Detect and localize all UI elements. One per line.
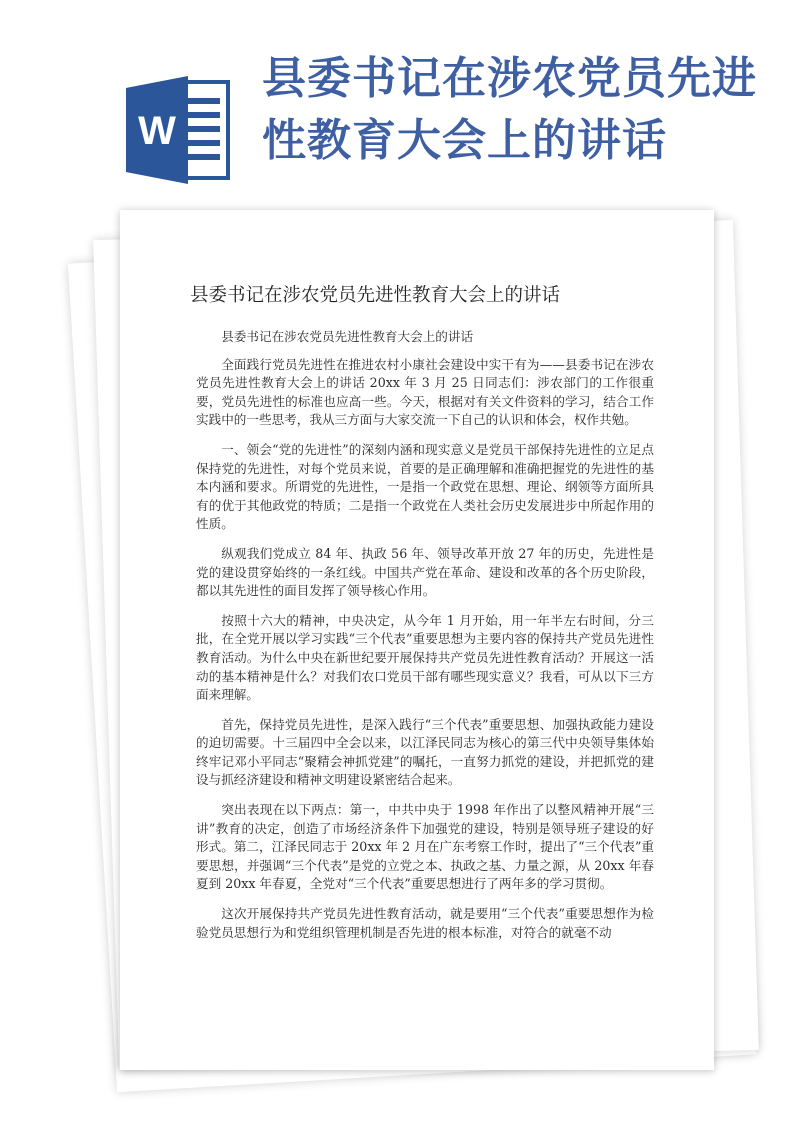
document-body	[196, 328, 654, 953]
svg-text:W: W	[138, 109, 176, 153]
document-page	[120, 210, 714, 1070]
paragraph: 纵观我们党成立 84 年、执政 56 年、领导改革开放 27 年的历史，先进性是党的建设贯穿始终的一条红线。中国共产党在革命、建设和改革的各个历史阶段，都以其先进性的面目发挥了领导核心作用。	[196, 545, 654, 599]
word-document-icon	[126, 76, 234, 184]
paragraph: 突出表现在以下两点：第一，中共中央于 1998 年作出了以整风精神开展“三讲”教育的决定，创造了市场经济条件下加强党的建设，特别是领导班子建设的好形式。第二，江泽民同志于 20xx 年 2 月在广东考察工作时，提出了“三个代表”重要思想，并强调“三个代表”是党的立党之本、执政之基、力量之源，从 20xx 年春夏到 20xx 年春夏，全党对“三个代表”重要思想进行了两年多的学习贯彻。	[196, 802, 654, 892]
paragraph: 首先，保持党员先进性，是深入践行“三个代表”重要思想、加强执政能力建设的迫切需要。十三届四中全会以来，以江泽民同志为核心的第三代中央领导集体始终牢记邓小平同志“聚精会神抓党建”的嘱托，一直努力抓党的建设，并把抓党的建设与抓经济建设和精神文明建设紧密结合起来。	[196, 716, 654, 788]
paragraph: 一、领会“党的先进性”的深刻内涵和现实意义是党员干部保持先进性的立足点保持党的先进性，对每个党员来说，首要的是正确理解和准确把握党的先进性的基本内涵和要求。所谓党的先进性，一是指一个政党在思想、理论、纲领等方面所具有的优于其他政党的特质；二是指一个政党在人类社会历史发展进步中所起作用的性质。	[196, 441, 654, 532]
document-subtitle: 县委书记在涉农党员先进性教育大会上的讲话	[221, 329, 474, 344]
banner-title: 县委书记在涉农党员先进性教育大会上的讲话	[262, 53, 757, 166]
document-title: 县委书记在涉农党员先进性教育大会上的讲话	[190, 285, 561, 306]
paragraph: 这次开展保持共产党员先进性教育活动，就是要用“三个代表”重要思想作为检验党员思想行为和党组织管理机制是否先进的根本标准，对符合的就毫不动	[196, 906, 654, 940]
paragraph: 全面践行党员先进性在推进农村小康社会建设中实干有为——县委书记在涉农党员先进性教育大会上的讲话 20xx 年 3 月 25 日同志们：涉农部门的工作很重要，党员先进性的标准也应高一些。今天，根据对有关文件资料的学习，结合工作实践中的一些思考，我从三方面与大家交流一下自己的认识和体会，权作共勉。	[196, 356, 654, 428]
paragraph: 按照十六大的精神，中央决定，从今年 1 月开始，用一年半左右时间，分三批，在全党开展以学习实践“三个代表”重要思想为主要内容的保持共产党员先进性教育活动。为什么中央在新世纪要开展保持共产党员先进性教育活动？开展这一活动的基本精神是什么？对我们农口党员干部有哪些现实意义？我看，可从以下三方面来理解。	[196, 612, 654, 703]
